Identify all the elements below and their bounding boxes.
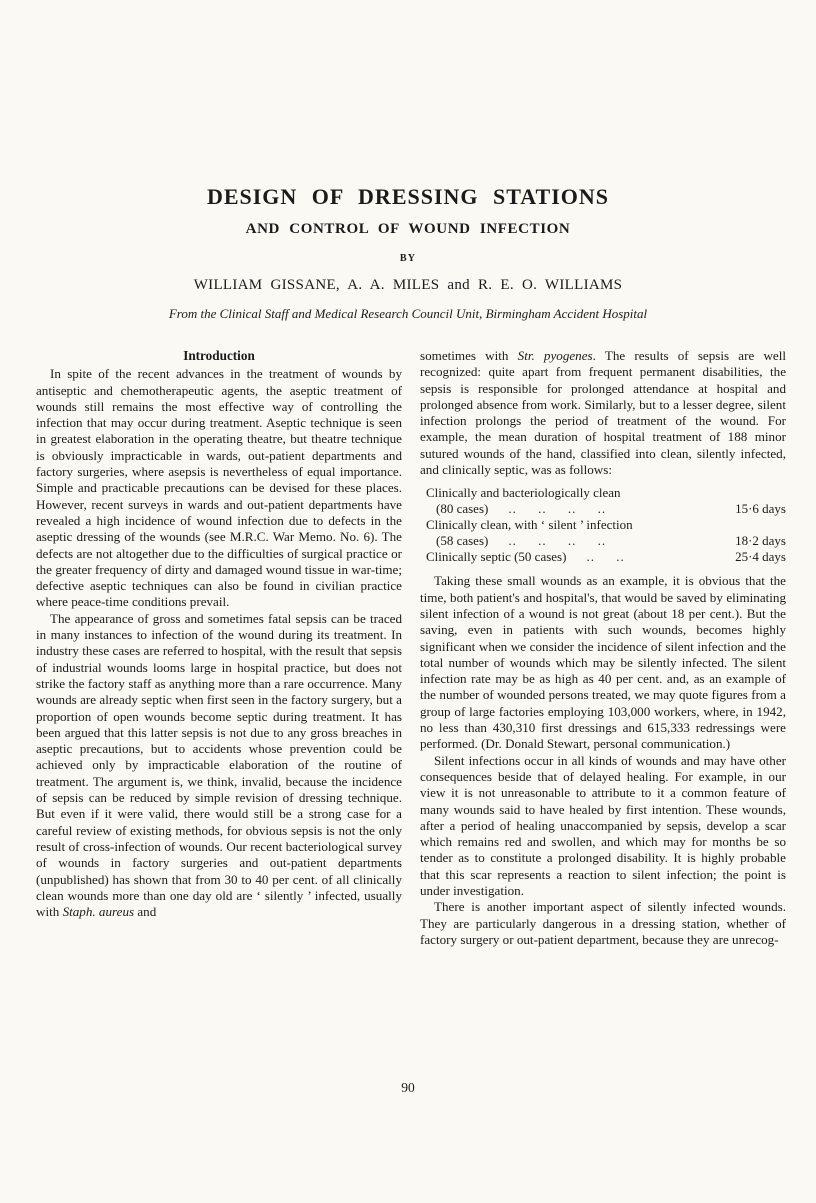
authors-line: WILLIAM GISSANE, A. A. MILES and R. E. O. WILLIAMS: [193, 277, 623, 293]
paragraph: Taking these small wounds as an example, it is obvious that the time, both patient's and hospital's, that would be saved by eliminating silent infection of a wound is not great (about 18 per cent.). But the saving, even in patients with such wounds, becomes highly significant when we consider the incidence of silent infection and the total number of wounds which may be silently infected. The silent infection rate may be as high as 40 per cent. and, as an example of the number of wounded persons treated, we may quote figures from a group of large factories employing 103,000 workers, where, in 1942, no less than 430,310 first dressings and 615,333 redressings were performed. (Dr. Donald Stewart, personal communication.): [420, 573, 786, 752]
table-row-cases: (80 cases): [436, 501, 489, 517]
article-title: DESIGN OF DRESSING STATIONS: [206, 184, 610, 209]
table-row-label: Clinically clean, with ‘ silent ’ infection: [426, 517, 633, 533]
left-column: [36, 348, 402, 948]
page-number: 90: [401, 1080, 415, 1095]
article-subtitle: AND CONTROL OF WOUND INFECTION: [245, 221, 571, 237]
paragraph: [420, 348, 786, 478]
paragraph-text: and: [134, 904, 157, 920]
table-row-cases: (58 cases): [436, 533, 489, 549]
section-heading-introduction: Introduction: [183, 348, 255, 363]
right-column: [420, 348, 786, 948]
byline: BY: [399, 253, 417, 264]
species-name-italic: Staph. aureus: [62, 904, 135, 920]
species-name-italic: Str. pyogenes: [517, 348, 593, 363]
paragraph-text: . The results of sepsis are well recognized: quite apart from frequent permanent disabilities, the sepsis is responsible for prolonged attendance at hospital and prolonged absence from work. Similarly, but to a lesser degree, silent infection prolongs the period of treatment of the wound. For example, the mean duration of hospital treatment of 188 minor sutured wounds of the hand, classified into clean, silently infected, and clinically septic, was as follows:: [420, 348, 786, 478]
table-row-days: 18·2 days: [735, 533, 786, 549]
affiliation-line: From the Clinical Staff and Medical Research Council Unit, Birmingham Accident Hospital: [168, 306, 648, 321]
table-row-value-line: [426, 549, 786, 565]
table-row-days: 15·6 days: [735, 501, 786, 517]
table-row-value-line: [426, 501, 786, 517]
table-row-label: Clinically septic (50 cases): [426, 549, 567, 565]
article-body: [36, 348, 786, 948]
table-row: [426, 549, 786, 565]
table-row-value-line: [426, 533, 786, 549]
table-row: [426, 485, 786, 517]
table-row: [426, 517, 786, 549]
paragraph: Silent infections occur in all kinds of wounds and may have other consequences beside that of delayed healing. For example, in our view it is not unreasonable to attribute to it a common feature of many wounds said to have healed by first intention. These wounds, after a period of healing unaccompanied by sepsis, develop a scar which remains red and swollen, and which may for months be so tender as to constitute a prolonged disability. It is highly probable that this scar represents a reaction to silent infection; the point is under investigation.: [420, 752, 786, 899]
wound-duration-table: [426, 485, 786, 565]
paragraph-text: The appearance of gross and sometimes fatal sepsis can be traced in many instances to infection of the wound during its treatment. In industry these cases are referred to hospital, with the result that sepsis of industrial wounds looms large in hospital practice, but does not strike the factory staff as anything more than a rare occurrence. Many wounds are already septic when first seen in the factory surgery, but a proportion of open wounds become septic during treatment. It has been argued that this latter sepsis is not due to any gross breaches in aseptic precautions, but to accidents whose prevention could be achieved only by impracticable elaboration of the routine of treatment. The argument is, we think, invalid, because the incidence of sepsis can be reduced by simple revision of dressing technique. But even if it were valid, there would still be a strong case for a careful review of existing methods, for obvious sepsis is not the only result of cross-infection of wounds. Our recent bacteriological survey of wounds in factory surgeries and out-patient departments (unpublished) has shown that from 30 to 40 per cent. of all clinically clean wounds more than one day old are ‘ silently ’ infected, usually with: [36, 610, 402, 920]
paragraph-text: sometimes with: [420, 348, 518, 363]
table-row-days: 25·4 days: [735, 549, 786, 565]
dot-leaders: .. .. .. ..: [508, 501, 607, 517]
paragraph: [36, 611, 402, 921]
dot-leaders: .. ..: [586, 549, 625, 565]
dot-leaders: .. .. .. ..: [508, 533, 607, 549]
table-row-label: Clinically and bacteriologically clean: [426, 485, 621, 501]
paragraph: There is another important aspect of silently infected wounds. They are particularly dangerous in a dressing station, whether of factory surgery or out-patient department, because they are unrecog-: [420, 899, 786, 947]
article-header: [0, 0, 816, 322]
paragraph: In spite of the recent advances in the treatment of wounds by antiseptic and chemotherapeutic agents, the aseptic treatment of wounds still remains the most effective way of controlling the infection that may occur during treatment. Aseptic technique is seen in greatest elaboration in the operating theatre, but theatre technique is obviously impracticable in wards, out-patient departments and factory surgeries, where asepsis is nevertheless of equal importance. Simple and practicable precautions can be devised for these places. However, recent surveys in wards and out-patient departments have revealed a high incidence of wound infection due to defects in the aseptic dressing of the wounds (see M.R.C. War Memo. No. 6). The defects are not altogether due to the difficulties of surgical practice or the greater frequency of dirty and damaged wound tissue in war-time; defective aseptic techniques can also be found in civilian practice where peace-time conditions prevail.: [36, 366, 402, 610]
